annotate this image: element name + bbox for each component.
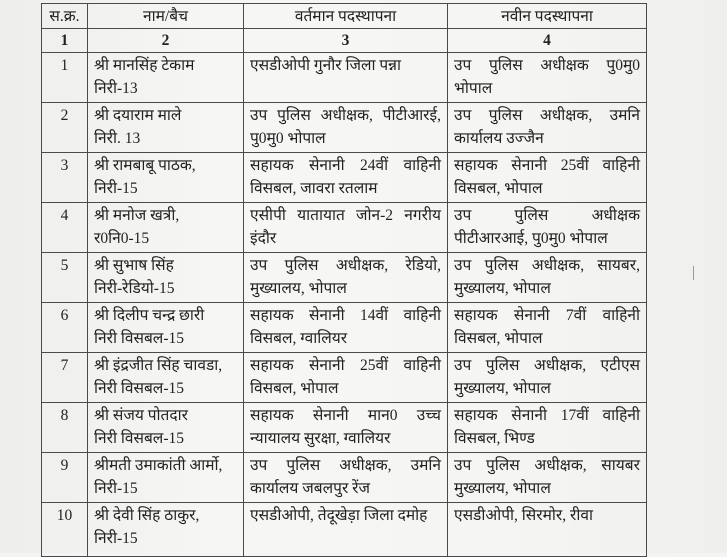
officer-name: श्री रामबाबू पाठक, bbox=[94, 157, 196, 174]
new-posting-line-1: उप पुलिस अधीक्षक, सायबर bbox=[454, 457, 640, 474]
header-serial-no: स.क्र. bbox=[42, 4, 88, 29]
new-posting-line-1: एसडीओपी, सिरमोर, रीवा bbox=[454, 507, 593, 524]
officer-batch: निरी विसबल-15 bbox=[94, 380, 184, 397]
current-posting bbox=[244, 303, 448, 353]
new-posting-line-1: उप पुलिस अधीक्षक, सायबर, bbox=[454, 257, 640, 274]
serial-number: 9 bbox=[42, 453, 88, 503]
officer-batch: निरी विसबल-15 bbox=[94, 330, 184, 347]
current-posting-line-2: न्यायालय सुरक्षा, ग्वालियर bbox=[250, 430, 391, 447]
table-row bbox=[42, 53, 647, 103]
officer-name: श्री देवी सिंह ठाकुर, bbox=[94, 507, 200, 524]
new-posting bbox=[448, 53, 647, 103]
table-header-row bbox=[42, 4, 647, 29]
new-posting bbox=[448, 453, 647, 503]
officer-name: श्री सुभाष सिंह bbox=[94, 257, 174, 274]
new-posting bbox=[448, 253, 647, 303]
new-posting bbox=[448, 403, 647, 453]
new-posting-line-2: मुख्यालय, भोपाल bbox=[454, 480, 551, 497]
officer-name-batch bbox=[88, 503, 244, 557]
current-posting bbox=[244, 153, 448, 203]
current-posting-line-1: उप पुलिस अधीक्षक, पीटीआरई, bbox=[250, 107, 441, 124]
new-posting-line-2: पीटीआरआई, पु0मु0 भोपाल bbox=[454, 230, 608, 247]
officer-name: श्री दयाराम माले bbox=[94, 107, 182, 124]
new-posting-line-2: विसबल, भिण्ड bbox=[454, 430, 535, 447]
officer-batch: निरी. 13 bbox=[94, 130, 141, 147]
new-posting-line-2: विसबल, भोपाल bbox=[454, 180, 543, 197]
table-row bbox=[42, 503, 647, 557]
table-row bbox=[42, 453, 647, 503]
officer-name-batch bbox=[88, 253, 244, 303]
current-posting bbox=[244, 353, 448, 403]
officer-batch: निरी-13 bbox=[94, 80, 138, 97]
current-posting-line-1: एसीपी यातायात जोन-2 नगरीय bbox=[250, 207, 441, 224]
current-posting-line-2: पु0मु0 भोपाल bbox=[250, 130, 326, 147]
serial-number: 5 bbox=[42, 253, 88, 303]
current-posting bbox=[244, 53, 448, 103]
officer-name: श्री मानसिंह टेकाम bbox=[94, 57, 195, 74]
current-posting-line-1: उप पुलिस अधीक्षक, उमनि bbox=[250, 457, 441, 474]
serial-number: 4 bbox=[42, 203, 88, 253]
current-posting-line-2: मुख्यालय, भोपाल bbox=[250, 280, 347, 297]
table-row bbox=[42, 203, 647, 253]
new-posting bbox=[448, 303, 647, 353]
officer-name: श्री मनोज खत्री, bbox=[94, 207, 180, 224]
officer-name: श्रीमती उमाकांती आर्मो, bbox=[94, 457, 223, 474]
current-posting-line-2: इंदौर bbox=[250, 230, 277, 247]
current-posting-line-1: सहायक सेनानी 25वीं वाहिनी bbox=[250, 357, 441, 374]
officer-batch: निरी विसबल-15 bbox=[94, 430, 184, 447]
officer-name-batch bbox=[88, 353, 244, 403]
scan-artifact-mark bbox=[693, 266, 694, 280]
new-posting bbox=[448, 353, 647, 403]
current-posting-line-2: विसबल, जावरा रतलाम bbox=[250, 180, 378, 197]
officer-name-batch bbox=[88, 153, 244, 203]
officer-batch: निरी-15 bbox=[94, 530, 138, 547]
officer-name-batch bbox=[88, 103, 244, 153]
column-number-2: 2 bbox=[88, 29, 244, 53]
transfer-posting-table bbox=[41, 3, 647, 557]
table-body bbox=[42, 53, 647, 557]
officer-name-batch bbox=[88, 303, 244, 353]
new-posting-line-1: उप पुलिस अधीक्षक bbox=[454, 207, 640, 224]
column-number-row bbox=[42, 29, 647, 53]
serial-number: 2 bbox=[42, 103, 88, 153]
current-posting bbox=[244, 503, 448, 557]
current-posting-line-1: सहायक सेनानी मान0 उच्च bbox=[250, 407, 441, 424]
officer-name-batch bbox=[88, 453, 244, 503]
officer-batch: निरी-रेडियो-15 bbox=[94, 280, 175, 297]
serial-number: 8 bbox=[42, 403, 88, 453]
table-row bbox=[42, 253, 647, 303]
table-row bbox=[42, 403, 647, 453]
officer-batch: निरी-15 bbox=[94, 180, 138, 197]
current-posting-line-1: सहायक सेनानी 24वीं वाहिनी bbox=[250, 157, 441, 174]
current-posting-line-2: कार्यालय जबलपुर रेंज bbox=[250, 480, 371, 497]
header-new-posting: नवीन पदस्थापना bbox=[448, 4, 647, 29]
new-posting bbox=[448, 103, 647, 153]
column-number-1: 1 bbox=[42, 29, 88, 53]
new-posting-line-2: कार्यालय उज्जैन bbox=[454, 130, 544, 147]
new-posting-line-2: मुख्यालय, भोपाल bbox=[454, 280, 551, 297]
new-posting-line-1: सहायक सेनानी 17वीं वाहिनी bbox=[454, 407, 640, 424]
table-row bbox=[42, 353, 647, 403]
new-posting-line-2: भोपाल bbox=[454, 80, 493, 97]
header-current-posting: वर्तमान पदस्थापना bbox=[244, 4, 448, 29]
current-posting-line-1: सहायक सेनानी 14वीं वाहिनी bbox=[250, 307, 441, 324]
header-name-batch: नाम/बैच bbox=[88, 4, 244, 29]
column-number-4: 4 bbox=[448, 29, 647, 53]
officer-batch: निरी-15 bbox=[94, 480, 138, 497]
new-posting-line-1: उप पुलिस अधीक्षक, एटीएस bbox=[454, 357, 640, 374]
officer-name-batch bbox=[88, 53, 244, 103]
current-posting-line-2: विसबल, ग्वालियर bbox=[250, 330, 348, 347]
current-posting-line-1: एसडीओपी गुनौर जिला पन्ना bbox=[250, 57, 402, 74]
table-row bbox=[42, 303, 647, 353]
table-row bbox=[42, 153, 647, 203]
current-posting bbox=[244, 253, 448, 303]
current-posting bbox=[244, 453, 448, 503]
serial-number: 6 bbox=[42, 303, 88, 353]
officer-name-batch bbox=[88, 203, 244, 253]
officer-batch: र0नि0-15 bbox=[94, 230, 150, 247]
serial-number: 7 bbox=[42, 353, 88, 403]
current-posting-line-1: एसडीओपी, तेदूखेड़ा जिला दमोह bbox=[250, 507, 428, 524]
new-posting-line-1: सहायक सेनानी 25वीं वाहिनी bbox=[454, 157, 640, 174]
new-posting-line-2: विसबल, भोपाल bbox=[454, 330, 543, 347]
serial-number: 1 bbox=[42, 53, 88, 103]
current-posting bbox=[244, 403, 448, 453]
current-posting bbox=[244, 103, 448, 153]
new-posting bbox=[448, 203, 647, 253]
serial-number: 3 bbox=[42, 153, 88, 203]
new-posting-line-1: उप पुलिस अधीक्षक, उमनि bbox=[454, 107, 640, 124]
officer-name: श्री संजय पोतदार bbox=[94, 407, 188, 424]
current-posting-line-2: विसबल, भोपाल bbox=[250, 380, 339, 397]
new-posting-line-1: सहायक सेनानी 7वीं वाहिनी bbox=[454, 307, 640, 324]
table-row bbox=[42, 103, 647, 153]
column-number-3: 3 bbox=[244, 29, 448, 53]
serial-number: 10 bbox=[42, 503, 88, 557]
officer-name-batch bbox=[88, 403, 244, 453]
current-posting-line-1: उप पुलिस अधीक्षक, रेडियो, bbox=[250, 257, 441, 274]
officer-name: श्री दिलीप चन्द्र छारी bbox=[94, 307, 205, 324]
current-posting bbox=[244, 203, 448, 253]
new-posting-line-1: उप पुलिस अधीक्षक पु0मु0 bbox=[454, 57, 640, 74]
new-posting bbox=[448, 153, 647, 203]
officer-name: श्री इंद्रजीत सिंह चावडा, bbox=[94, 357, 223, 374]
new-posting bbox=[448, 503, 647, 557]
new-posting-line-2: मुख्यालय, भोपाल bbox=[454, 380, 551, 397]
